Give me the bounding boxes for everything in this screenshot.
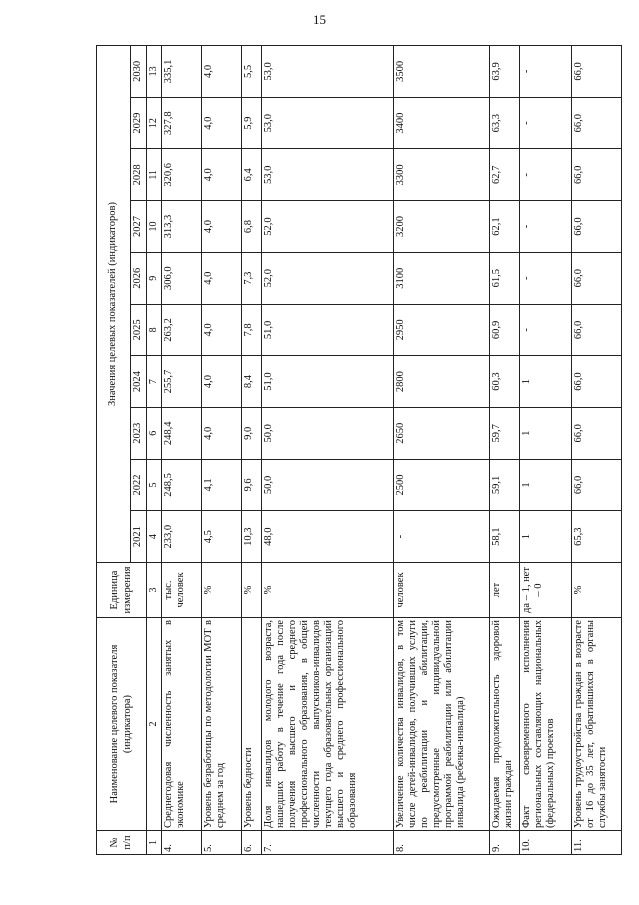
header-values-group: Значения целевых показателей (индикаторов) — [97, 46, 131, 563]
row-value: 52,0 — [261, 252, 393, 304]
header-col-number: 13 — [147, 46, 162, 98]
row-value: 53,0 — [261, 149, 393, 201]
row-value: 62,1 — [489, 201, 519, 253]
header-col-number: 5 — [147, 459, 162, 511]
row-value: 1 — [519, 459, 571, 511]
row-number: 4. — [161, 831, 201, 855]
row-value: 4,0 — [201, 304, 241, 356]
row-value: - — [393, 511, 489, 563]
row-unit: тыс. человек — [161, 563, 201, 618]
row-value: 306,0 — [161, 252, 201, 304]
row-indicator-name: Уровень бедности — [241, 618, 261, 831]
row-value: 2500 — [393, 459, 489, 511]
row-value: 4,0 — [201, 97, 241, 149]
header-year: 2029 — [131, 97, 147, 149]
header-col-number: 6 — [147, 407, 162, 459]
rotated-table-wrapper — [96, 45, 608, 855]
table-row — [201, 46, 241, 855]
row-value: 248,5 — [161, 459, 201, 511]
row-value: - — [519, 201, 571, 253]
row-value: 4,1 — [201, 459, 241, 511]
row-unit: да – 1, нет – 0 — [519, 563, 571, 618]
row-value: 66,0 — [571, 252, 621, 304]
row-indicator-name: Уровень безработицы по методологии МОТ в среднем за год — [201, 618, 241, 831]
table-row — [489, 46, 519, 855]
row-unit: % — [571, 563, 621, 618]
header-no: № п/п — [97, 831, 147, 855]
row-unit: % — [261, 563, 393, 618]
row-value: 263,2 — [161, 304, 201, 356]
table-row — [261, 46, 393, 855]
row-value: 4,0 — [201, 407, 241, 459]
row-value: 62,7 — [489, 149, 519, 201]
row-number: 7. — [261, 831, 393, 855]
row-value: 50,0 — [261, 407, 393, 459]
header-year: 2023 — [131, 407, 147, 459]
row-value: - — [519, 252, 571, 304]
row-value: 3500 — [393, 46, 489, 98]
row-value: 61,5 — [489, 252, 519, 304]
row-value: 320,6 — [161, 149, 201, 201]
header-col-number: 12 — [147, 97, 162, 149]
row-value: - — [519, 97, 571, 149]
row-value: 248,4 — [161, 407, 201, 459]
table-row — [241, 46, 261, 855]
header-year: 2022 — [131, 459, 147, 511]
row-number: 8. — [393, 831, 489, 855]
row-value: 4,0 — [201, 46, 241, 98]
row-value: 313,3 — [161, 201, 201, 253]
row-value: 50,0 — [261, 459, 393, 511]
row-value: 66,0 — [571, 459, 621, 511]
row-value: 6,8 — [241, 201, 261, 253]
row-number: 5. — [201, 831, 241, 855]
row-unit: % — [201, 563, 241, 618]
row-value: 66,0 — [571, 149, 621, 201]
row-value: 63,3 — [489, 97, 519, 149]
row-value: 59,1 — [489, 459, 519, 511]
row-value: 7,8 — [241, 304, 261, 356]
row-value: 3200 — [393, 201, 489, 253]
row-value: 48,0 — [261, 511, 393, 563]
row-value: 1 — [519, 356, 571, 408]
header-year: 2030 — [131, 46, 147, 98]
row-value: 4,0 — [201, 201, 241, 253]
header-col-number: 11 — [147, 149, 162, 201]
row-value: 4,0 — [201, 356, 241, 408]
row-value: 2650 — [393, 407, 489, 459]
row-value: 5,9 — [241, 97, 261, 149]
row-value: 233,0 — [161, 511, 201, 563]
header-col-number: 10 — [147, 201, 162, 253]
row-value: 4,0 — [201, 149, 241, 201]
row-value: 66,0 — [571, 304, 621, 356]
row-value: 255,7 — [161, 356, 201, 408]
row-value: 9,0 — [241, 407, 261, 459]
header-unit: Единица измерения — [97, 563, 147, 618]
row-value: 66,0 — [571, 356, 621, 408]
row-value: 4,5 — [201, 511, 241, 563]
header-year: 2024 — [131, 356, 147, 408]
indicators-table — [96, 45, 622, 855]
row-indicator-name: Уровень трудоустройства граждан в возрасте от 16 до 35 лет, обратившихся в органы службы занятости — [571, 618, 621, 831]
row-indicator-name: Ожидаемая продолжительность здоровой жизни граждан — [489, 618, 519, 831]
row-number: 10. — [519, 831, 571, 855]
row-value: 8,4 — [241, 356, 261, 408]
row-value: 53,0 — [261, 46, 393, 98]
header-year: 2027 — [131, 201, 147, 253]
row-value: - — [519, 46, 571, 98]
row-value: 3100 — [393, 252, 489, 304]
row-value: 1 — [519, 407, 571, 459]
header-col-number: 2 — [147, 618, 162, 831]
row-indicator-name: Доля инвалидов молодого возраста, нашедших работу в течение года после получения высшего и среднего профессионального образования, в общей численности выпускников-инвалидов текущего года образовательных организаций высшего и среднего профессионального образования — [261, 618, 393, 831]
row-value: 63,9 — [489, 46, 519, 98]
header-year: 2025 — [131, 304, 147, 356]
header-col-number: 9 — [147, 252, 162, 304]
header-year: 2026 — [131, 252, 147, 304]
table-row — [393, 46, 489, 855]
header-col-number: 7 — [147, 356, 162, 408]
row-value: 5,5 — [241, 46, 261, 98]
row-value: 9,6 — [241, 459, 261, 511]
row-number: 9. — [489, 831, 519, 855]
header-col-number: 8 — [147, 304, 162, 356]
row-value: 1 — [519, 511, 571, 563]
row-value: 59,7 — [489, 407, 519, 459]
table-row — [161, 46, 201, 855]
row-indicator-name: Увеличение количества инвалидов, в том числе детей-инвалидов, получивших услуги по реабилитации и абилитации, предусмотренные индивидуальной программой реабилитации или абилитации инвалида (ребенка-инвалида) — [393, 618, 489, 831]
row-value: - — [519, 149, 571, 201]
row-value: 6,4 — [241, 149, 261, 201]
row-value: 335,1 — [161, 46, 201, 98]
row-value: 4,0 — [201, 252, 241, 304]
header-col-number: 4 — [147, 511, 162, 563]
page-number: 15 — [313, 12, 326, 27]
row-value: 3300 — [393, 149, 489, 201]
row-value: - — [519, 304, 571, 356]
row-indicator-name: Среднегодовая численность занятых в экономике — [161, 618, 201, 831]
row-value: 60,3 — [489, 356, 519, 408]
table-row — [571, 46, 621, 855]
row-value: 3400 — [393, 97, 489, 149]
row-value: 66,0 — [571, 201, 621, 253]
row-value: 60,9 — [489, 304, 519, 356]
row-unit: лет — [489, 563, 519, 618]
row-value: 52,0 — [261, 201, 393, 253]
row-value: 2950 — [393, 304, 489, 356]
row-unit: % — [241, 563, 261, 618]
row-number: 11. — [571, 831, 621, 855]
row-indicator-name: Факт своевременного исполнения региональных составляющих национальных (федеральных) проектов — [519, 618, 571, 831]
row-value: 65,3 — [571, 511, 621, 563]
row-value: 66,0 — [571, 407, 621, 459]
row-value: 51,0 — [261, 304, 393, 356]
table-row — [519, 46, 571, 855]
row-unit: человек — [393, 563, 489, 618]
row-value: 66,0 — [571, 97, 621, 149]
row-value: 10,3 — [241, 511, 261, 563]
row-value: 2800 — [393, 356, 489, 408]
header-col-number: 3 — [147, 563, 162, 618]
row-value: 53,0 — [261, 97, 393, 149]
header-name: Наименование целевого показателя (индикатора) — [97, 618, 147, 831]
row-value: 327,8 — [161, 97, 201, 149]
row-value: 51,0 — [261, 356, 393, 408]
row-value: 58,1 — [489, 511, 519, 563]
header-year: 2021 — [131, 511, 147, 563]
row-value: 66,0 — [571, 46, 621, 98]
row-value: 7,3 — [241, 252, 261, 304]
row-number: 6. — [241, 831, 261, 855]
header-year: 2028 — [131, 149, 147, 201]
header-col-number: 1 — [147, 831, 162, 855]
